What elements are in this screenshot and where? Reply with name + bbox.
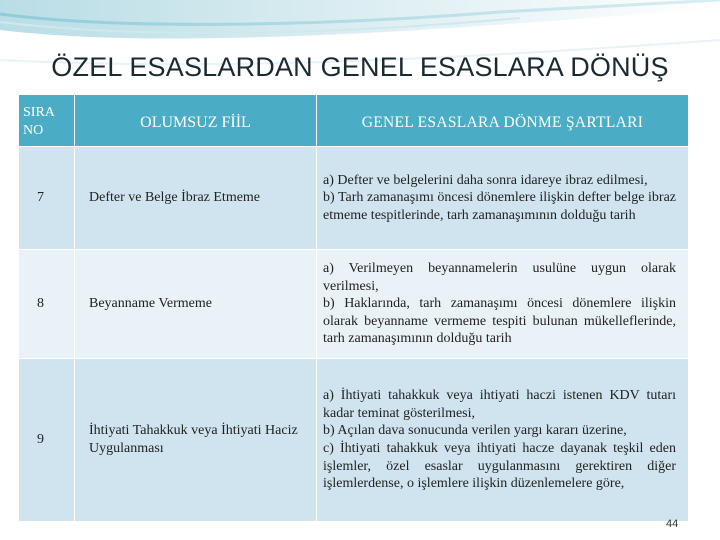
condition-item: a) Verilmeyen beyannamelerin usulüne uygun olarak verilmesi,	[323, 261, 676, 294]
condition-item: a) Defter ve belgelerini daha sonra idareye ibraz edilmesi,	[323, 172, 648, 188]
condition-item: a) İhtiyati tahakkuk veya ihtiyati haczi istenen KDV tutarı kadar teminat gösterilmesi,	[323, 388, 676, 421]
table-header-row	[19, 95, 689, 147]
table-row	[19, 250, 689, 359]
row-number: 9	[19, 359, 75, 522]
row-sartlar	[317, 359, 689, 522]
condition-item: b) Tarh zamanaşımı öncesi dönemlere ilişkin defter belge ibraz etmeme tespitlerinde, tarh zamanaşımının dolduğu tarih	[323, 190, 676, 223]
condition-item: b) Açılan dava sonucunda verilen yargı kararı üzerine,	[323, 423, 627, 439]
row-olumsuz-fiil: İhtiyati Tahakkuk veya İhtiyati Haciz Uygulanması	[75, 359, 317, 522]
table-row	[19, 147, 689, 250]
table-row	[19, 359, 689, 522]
conditions-table	[18, 94, 689, 522]
header-genel-esaslara-donme-sartlari: GENEL ESASLARA DÖNME ŞARTLARI	[317, 95, 689, 147]
row-olumsuz-fiil: Defter ve Belge İbraz Etmeme	[75, 147, 317, 250]
row-number: 8	[19, 250, 75, 359]
page-title: ÖZEL ESASLARDAN GENEL ESASLARA DÖNÜŞ	[51, 52, 669, 82]
condition-item: c) İhtiyati tahakkuk veya ihtiyati hacze dayanak teşkil eden işlemler, özel esaslar uygulanmasını gerektiren diğer işlemlerdense, o işlemlere ilişkin düzenlemelere göre,	[323, 441, 676, 492]
header-sira-no: SIRA NO	[19, 95, 75, 147]
header-olumsuz-fiil: OLUMSUZ FİİL	[75, 95, 317, 147]
page-number: 44	[666, 518, 679, 530]
row-sartlar	[317, 250, 689, 359]
row-olumsuz-fiil: Beyanname Vermeme	[75, 250, 317, 359]
condition-item: b) Haklarında, tarh zamanaşımı öncesi dönemlere ilişkin olarak beyanname vermeme tespiti bulunan mükelleflerinde, tarh zamanaşımının dolduğu tarih	[323, 296, 676, 347]
row-number: 7	[19, 147, 75, 250]
row-sartlar	[317, 147, 689, 250]
